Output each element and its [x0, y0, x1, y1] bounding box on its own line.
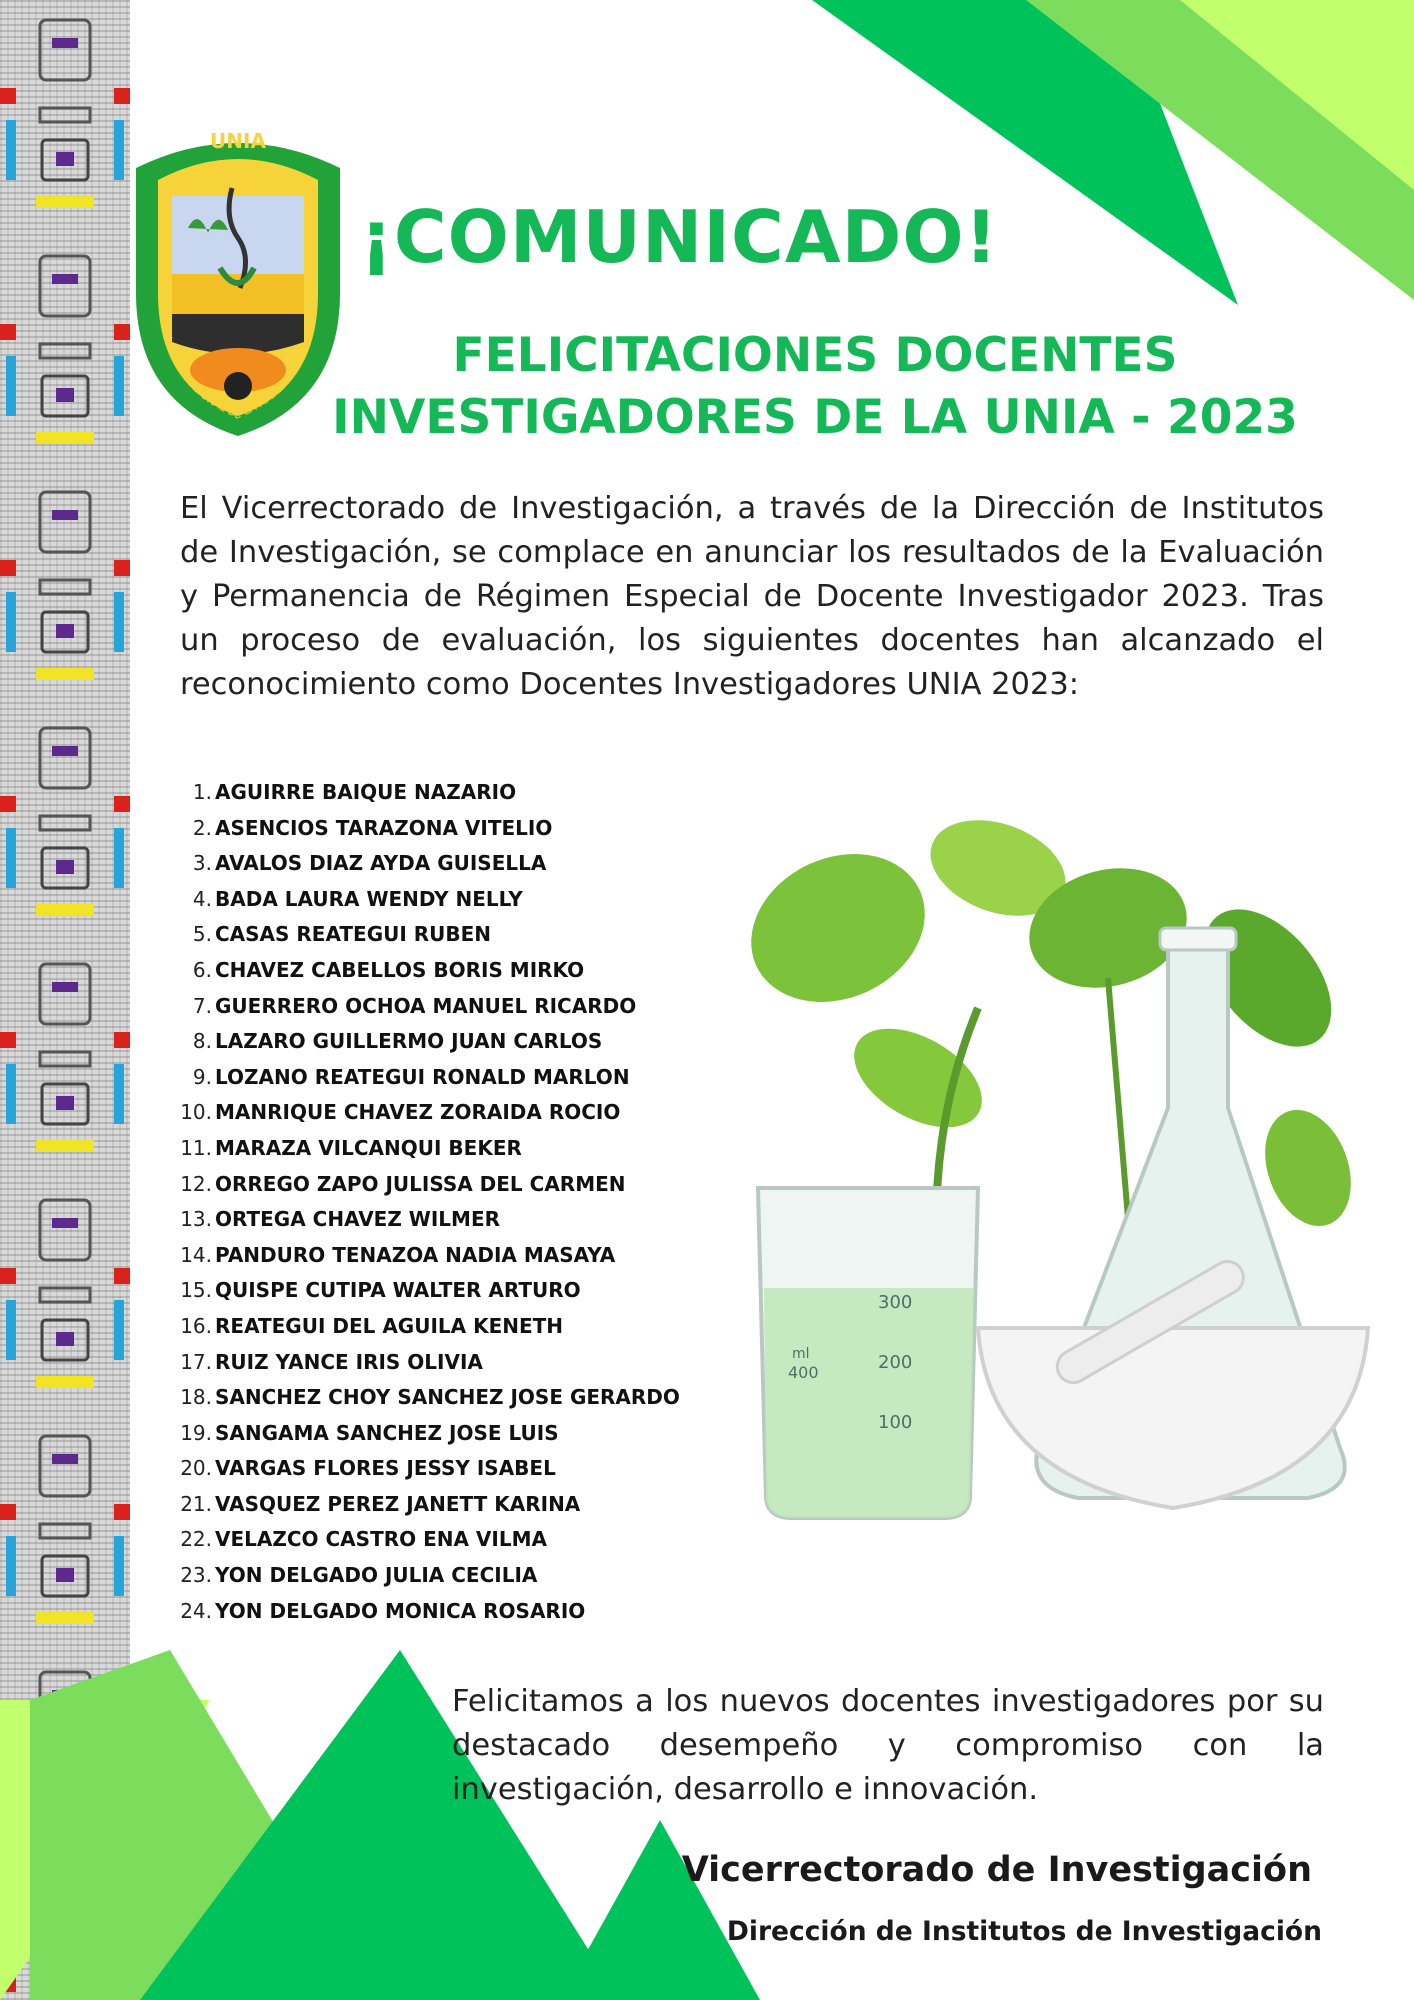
nominee-item — [168, 882, 680, 918]
nominee-name: VASQUEZ PEREZ JANETT KARINA — [215, 1491, 581, 1516]
nominee-name: CHAVEZ CABELLOS BORIS MIRKO — [215, 957, 585, 982]
nominee-name: ORREGO ZAPO JULISSA DEL CARMEN — [215, 1171, 626, 1196]
nominee-list — [168, 775, 680, 1629]
nominee-item — [168, 989, 680, 1025]
lab-plants-illustration — [748, 808, 1376, 1540]
nominee-name: AGUIRRE BAIQUE NAZARIO — [215, 780, 517, 804]
nominee-number: 19. — [180, 1420, 212, 1445]
nominee-name: REATEGUI DEL AGUILA KENETH — [215, 1313, 564, 1338]
nominee-number: 7. — [192, 993, 212, 1018]
nominee-number: 10. — [180, 1100, 212, 1125]
beaker-mark-300: 300 — [878, 1292, 913, 1313]
nominee-item — [168, 775, 680, 811]
nominee-name: PANDURO TENAZOA NADIA MASAYA — [215, 1242, 616, 1267]
nominee-item — [168, 953, 680, 989]
nominee-item — [168, 1451, 680, 1487]
nominee-name: CASAS REATEGUI RUBEN — [215, 922, 492, 947]
nominee-number: 20. — [180, 1456, 212, 1481]
intro-paragraph: El Vicerrectorado de Investigación, a través de la Dirección de Institutos de Investigación, se complace en anunciar los resultados de la Evaluación y Permanencia de Régimen Especial de Docente Investigador 2023. Tras un proceso de evaluación, los siguientes docentes han alcanzado el reconocimiento como Docentes Investigadores UNIA 2023: — [180, 491, 1324, 702]
nominee-item — [168, 1594, 680, 1630]
logo-ring-text: UNIVERSIDAD NACIONAL INTERCULTURAL DE LA AMAZONIA — [154, 208, 304, 422]
nominee-name: RUIZ YANCE IRIS OLIVIA — [215, 1349, 483, 1374]
nominee-name: YON DELGADO JULIA CECILIA — [215, 1563, 538, 1588]
nominee-name: QUISPE CUTIPA WALTER ARTURO — [215, 1278, 581, 1303]
nominee-number: 13. — [180, 1207, 212, 1232]
nominee-name: GUERRERO OCHOA MANUEL RICARDO — [215, 993, 637, 1018]
nominee-item — [168, 1060, 680, 1096]
nominee-number: 1. — [192, 780, 212, 804]
nominee-number: 2. — [192, 815, 212, 840]
nominee-number: 23. — [180, 1563, 212, 1588]
subtitle-line: FELICITACIONES DOCENTES — [452, 328, 1178, 383]
nominee-number: 21. — [180, 1491, 212, 1516]
nominee-item — [168, 1273, 680, 1309]
beaker-mark-ml: ml — [792, 1346, 810, 1362]
nominee-item — [168, 846, 680, 882]
nominee-number: 15. — [180, 1278, 212, 1303]
nominee-number: 17. — [180, 1349, 212, 1374]
nominee-number: 5. — [192, 922, 212, 947]
nominee-number: 8. — [192, 1029, 212, 1054]
nominee-item — [168, 1202, 680, 1238]
nominee-item — [168, 1024, 680, 1060]
nominee-number: 4. — [192, 886, 212, 911]
beaker-mark-200: 200 — [878, 1352, 913, 1373]
logo-arc-text: UNIA — [210, 129, 266, 153]
nominee-number: 3. — [192, 851, 212, 876]
nominee-name: VELAZCO CASTRO ENA VILMA — [215, 1527, 547, 1552]
nominee-item — [168, 1380, 680, 1416]
nominee-name: ASENCIOS TARAZONA VITELIO — [215, 815, 553, 840]
nominee-item — [168, 917, 680, 953]
nominee-item — [168, 1131, 680, 1167]
nominee-item — [168, 1238, 680, 1274]
nominee-number: 11. — [180, 1135, 212, 1160]
nominee-item — [168, 1309, 680, 1345]
nominee-number: 12. — [180, 1171, 212, 1196]
nominee-item — [168, 1167, 680, 1203]
nominee-number: 14. — [180, 1242, 212, 1267]
nominee-item — [168, 1522, 680, 1558]
page-title: ¡COMUNICADO! — [360, 195, 999, 279]
nominee-item — [168, 1345, 680, 1381]
nominee-item — [168, 1095, 680, 1131]
nominee-number: 16. — [180, 1313, 212, 1338]
signature-vicerrectorado: Vicerrectorado de Investigación — [681, 1850, 1312, 1890]
nominee-name: VARGAS FLORES JESSY ISABEL — [215, 1456, 556, 1481]
beaker-mark-100: 100 — [878, 1412, 913, 1433]
subtitle-line: INVESTIGADORES DE LA UNIA - 2023 — [332, 390, 1298, 445]
nominee-name: YON DELGADO MONICA ROSARIO — [215, 1598, 586, 1623]
nominee-item — [168, 811, 680, 847]
subtitle — [290, 325, 1340, 449]
nominee-name: BADA LAURA WENDY NELLY — [215, 886, 523, 911]
nominee-name: AVALOS DIAZ AYDA GUISELLA — [215, 851, 547, 876]
nominee-number: 22. — [180, 1527, 212, 1552]
nominee-number: 18. — [180, 1385, 212, 1410]
closing-paragraph: Felicitamos a los nuevos docentes investigadores por su destacado desempeño y compromiso con la investigación, desarrollo e innovación. — [452, 1684, 1324, 1807]
nominee-number: 24. — [180, 1598, 212, 1623]
nominee-number: 6. — [192, 957, 212, 982]
nominee-item — [168, 1416, 680, 1452]
nominee-name: SANGAMA SANCHEZ JOSE LUIS — [215, 1420, 559, 1445]
nominee-name: MARAZA VILCANQUI BEKER — [215, 1135, 522, 1160]
nominee-item — [168, 1487, 680, 1523]
nominee-name: ORTEGA CHAVEZ WILMER — [215, 1207, 501, 1232]
beaker-mark-400: 400 — [788, 1363, 819, 1382]
nominee-name: MANRIQUE CHAVEZ ZORAIDA ROCIO — [215, 1100, 621, 1125]
nominee-item — [168, 1558, 680, 1594]
nominee-name: LOZANO REATEGUI RONALD MARLON — [215, 1064, 630, 1089]
nominee-name: LAZARO GUILLERMO JUAN CARLOS — [215, 1029, 603, 1054]
nominee-number: 9. — [192, 1064, 212, 1089]
signature-direccion: Dirección de Institutos de Investigación — [726, 1916, 1322, 1947]
nominee-name: SANCHEZ CHOY SANCHEZ JOSE GERARDO — [215, 1385, 680, 1410]
